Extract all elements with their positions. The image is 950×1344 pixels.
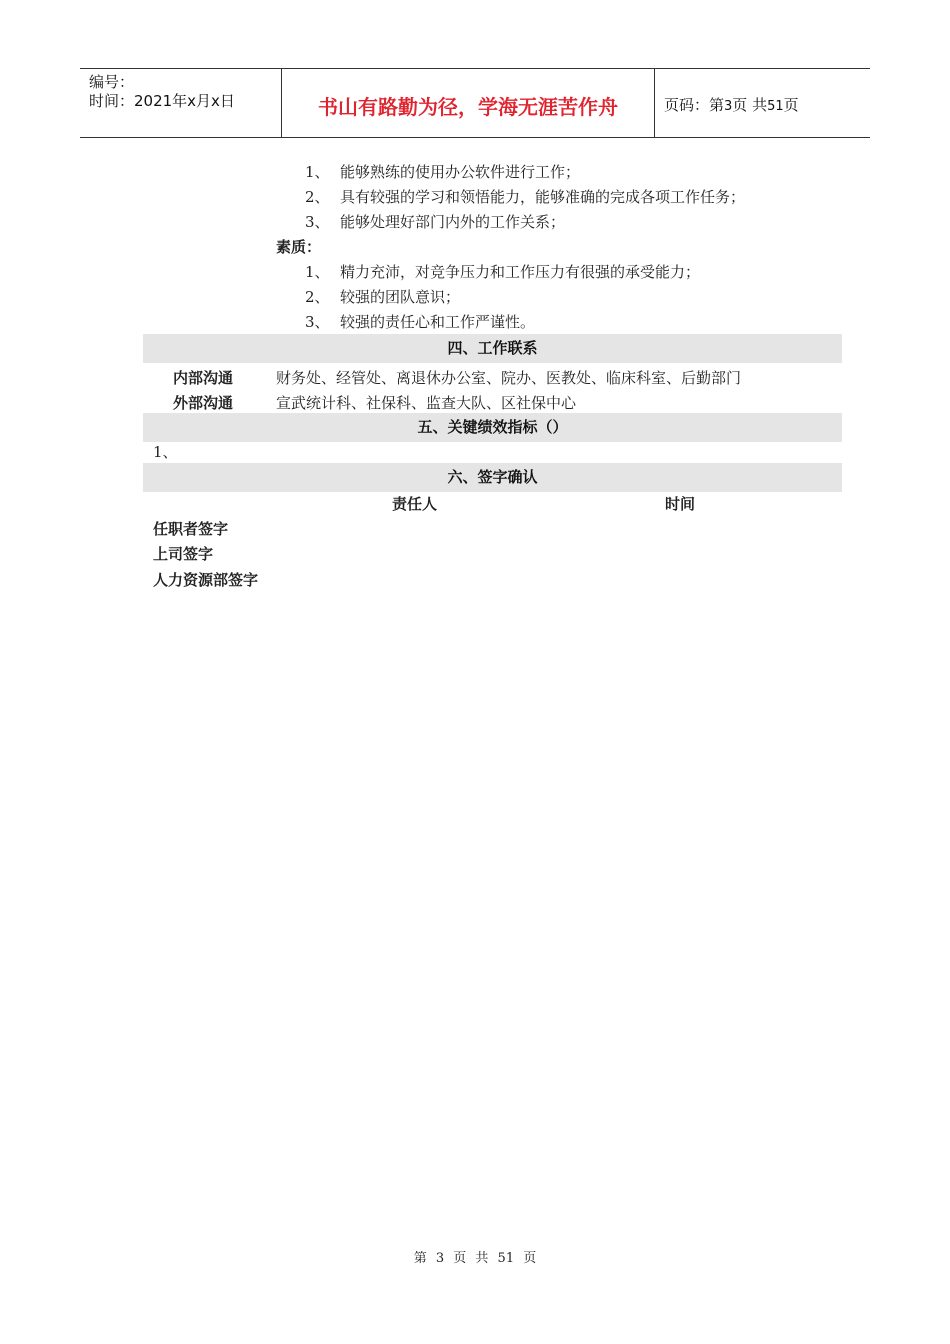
internal-comm-value: 财务处、经管处、离退休办公室、院办、医教处、临床科室、后勤部门: [276, 369, 742, 387]
header-motto: 书山有路勤为径，学海无涯苦作舟: [318, 95, 618, 119]
page-footer: 第 3 页 共 51 页: [413, 1251, 537, 1266]
col-header-responsible: 责任人: [392, 495, 438, 513]
col-header-time: 时间: [665, 495, 696, 513]
page-mid: 页 共: [732, 96, 768, 114]
external-comm-label: 外部沟通: [173, 394, 234, 412]
section-title-kpi: 五、关键绩效指标（）: [143, 413, 842, 442]
section-title-signature: 六、签字确认: [143, 463, 842, 492]
header-page-info: [664, 94, 799, 115]
kpi-item: 1、: [153, 443, 178, 461]
list-item: 3、 能够处理好部门内外的工作关系；: [305, 213, 566, 231]
external-comm-value: 宣武统计科、社保科、监查大队、区社保中心: [276, 394, 577, 412]
page-end: 页: [783, 96, 799, 114]
quality-heading: 素质：: [276, 238, 322, 256]
section-title-work-contacts: 四、工作联系: [143, 334, 842, 363]
signature-row-hr: 人力资源部签字: [153, 571, 259, 589]
signature-row-employee: 任职者签字: [153, 520, 229, 538]
list-item: 3、 较强的责任心和工作严谨性。: [305, 313, 536, 331]
page-label: 页码：第: [664, 96, 725, 114]
list-item: 1、 能够熟练的使用办公软件进行工作；: [305, 163, 581, 181]
page-header: [80, 68, 870, 138]
number-label: 编号：: [89, 73, 135, 91]
list-item: 1、 精力充沛，对竞争压力和工作压力有很强的承受能力；: [305, 263, 701, 281]
page-total: 51: [767, 99, 784, 114]
time-label: 时间：2021年x月x日: [89, 92, 235, 110]
signature-row-supervisor: 上司签字: [153, 545, 214, 563]
header-meta: [89, 73, 235, 111]
list-item: 2、 较强的团队意识；: [305, 288, 461, 306]
page-number: 3: [724, 99, 733, 114]
list-item: 2、 具有较强的学习和领悟能力，能够准确的完成各项工作任务；: [305, 188, 746, 206]
internal-comm-label: 内部沟通: [173, 369, 234, 387]
